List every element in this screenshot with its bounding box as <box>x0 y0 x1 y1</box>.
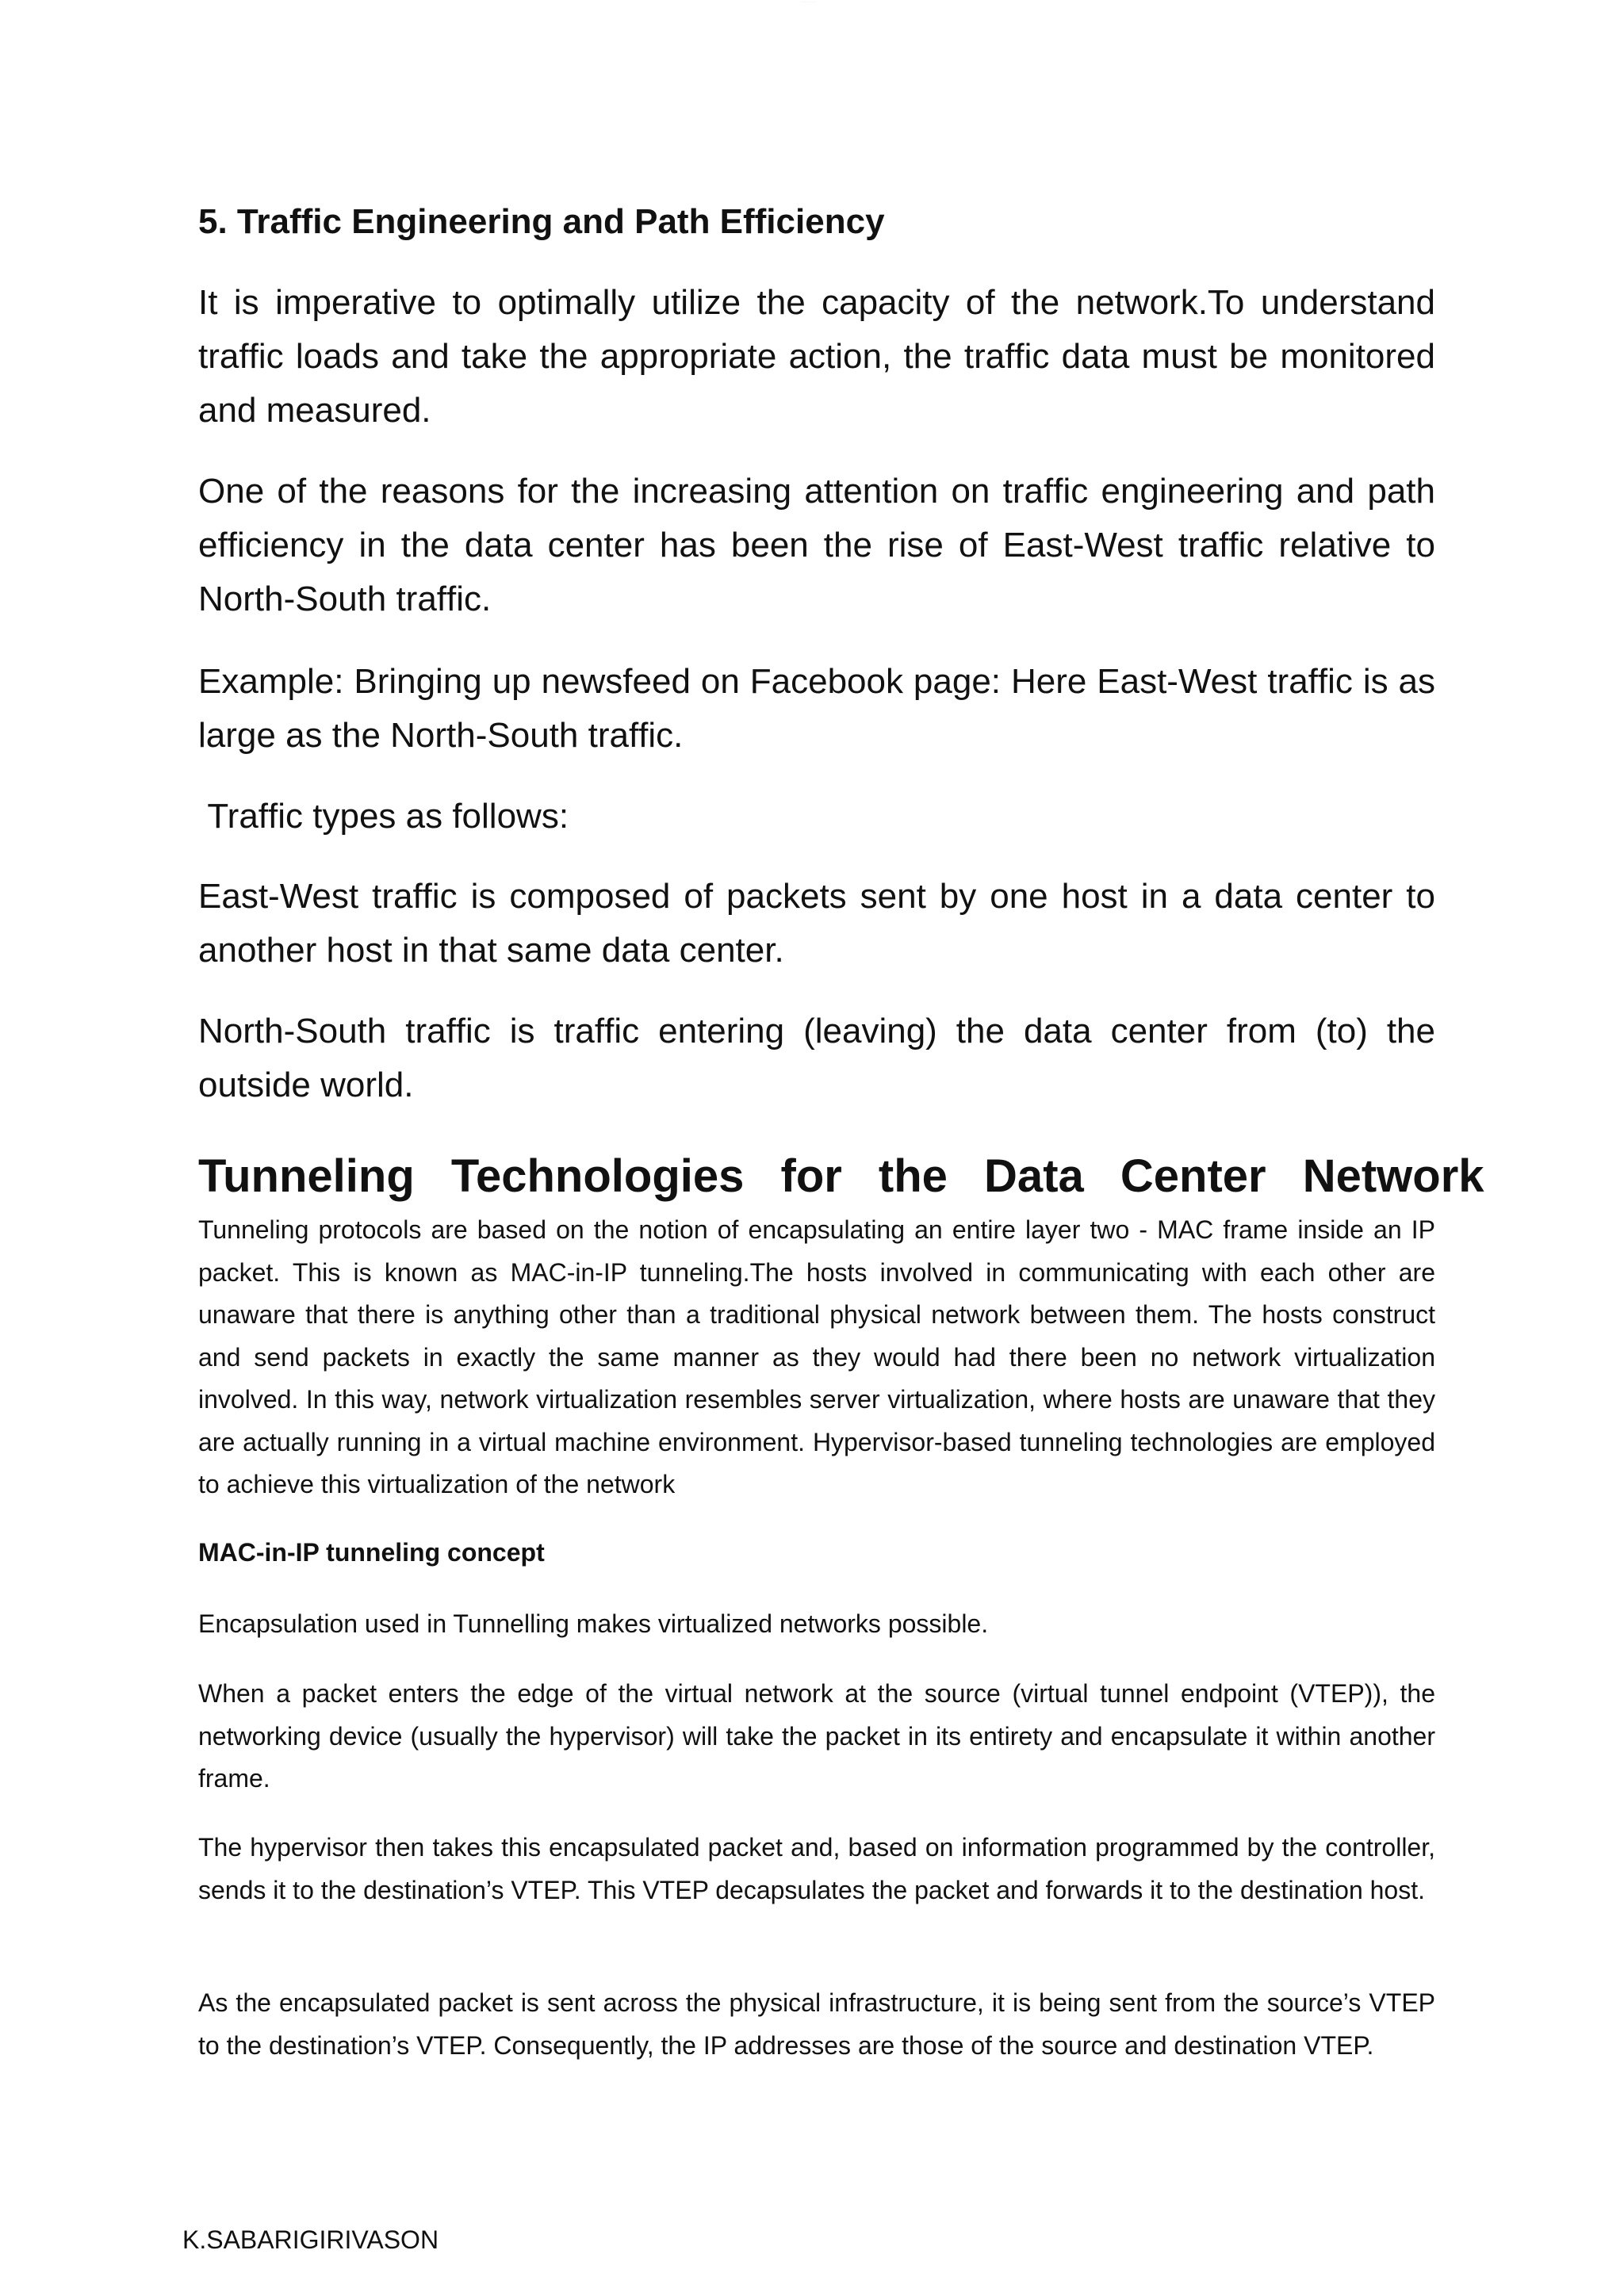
footer-author: K.SABARIGIRIVASON <box>182 2225 439 2254</box>
paragraph-capacity: It is imperative to optimally utilize the capacity of the network.To understand trafﬁc loads and take the appropriate action, the trafﬁc data must be monitored and measured. <box>198 283 1435 430</box>
mac-in-ip-subheading: MAC-in-IP tunneling concept <box>198 1538 545 1567</box>
paragraph-east-west: East-West trafﬁc is composed of packets sent by one host in a data center to another host in that same data center. <box>198 877 1435 970</box>
paragraph-vtep-source: When a packet enters the edge of the virtual network at the source (virtual tunnel endpoint (VTEP)), the networking device (usually the hypervisor) will take the packet in its entirety and encapsulate it within another frame. <box>198 1679 1435 1793</box>
paragraph-traffic-types: Trafﬁc types as follows: <box>198 797 569 836</box>
paragraph-example: Example: Bringing up newsfeed on Facebook page: Here East-West trafﬁc is as large as the North-South trafﬁc. <box>198 662 1435 755</box>
paragraph-north-south: North-South trafﬁc is trafﬁc entering (leaving) the data center from (to) the outside world. <box>198 1012 1435 1104</box>
paragraph-physical-infrastructure: As the encapsulated packet is sent across the physical infrastructure, it is being sent from the source’s VTEP to the destination’s VTEP. Consequently, the IP addresses are those of the source and destination VTEP. <box>198 1988 1435 2060</box>
paragraph-hypervisor: The hypervisor then takes this encapsulated packet and, based on information programmed by the controller, sends it to the destination’s VTEP. This VTEP decapsulates the packet and forwards it to the destination host. <box>198 1833 1435 1904</box>
section-heading: 5. Trafﬁc Engineering and Path Efﬁciency <box>198 202 885 241</box>
paragraph-reasons: One of the reasons for the increasing attention on trafﬁc engineering and path efﬁciency in the data center has been the rise of East-West trafﬁc relative to North-South trafﬁc. <box>198 472 1435 618</box>
tunneling-heading: Tunneling Technologies for the Data Center Network <box>198 1150 1484 1202</box>
paragraph-encapsulation: Encapsulation used in Tunnelling makes virtualized networks possible. <box>198 1609 989 1638</box>
header-watermark: · · · · · · · · <box>801 0 816 4</box>
paragraph-tunneling-intro: Tunneling protocols are based on the notion of encapsulating an entire layer two - MAC frame inside an IP packet. This is known as MAC-in-IP tunneling.The hosts involved in communicating with each other are unaware that there is anything other than a traditional physical network between them. The hosts construct and send packets in exactly the same manner as they would had there been no network virtualization involved. In this way, network virtualization resembles server virtualization, where hosts are unaware that they are actually running in a virtual machine environment. Hypervisor-based tunneling technologies are employed to achieve this virtualization of the network <box>198 1215 1435 1498</box>
document-page <box>182 0 1484 2296</box>
